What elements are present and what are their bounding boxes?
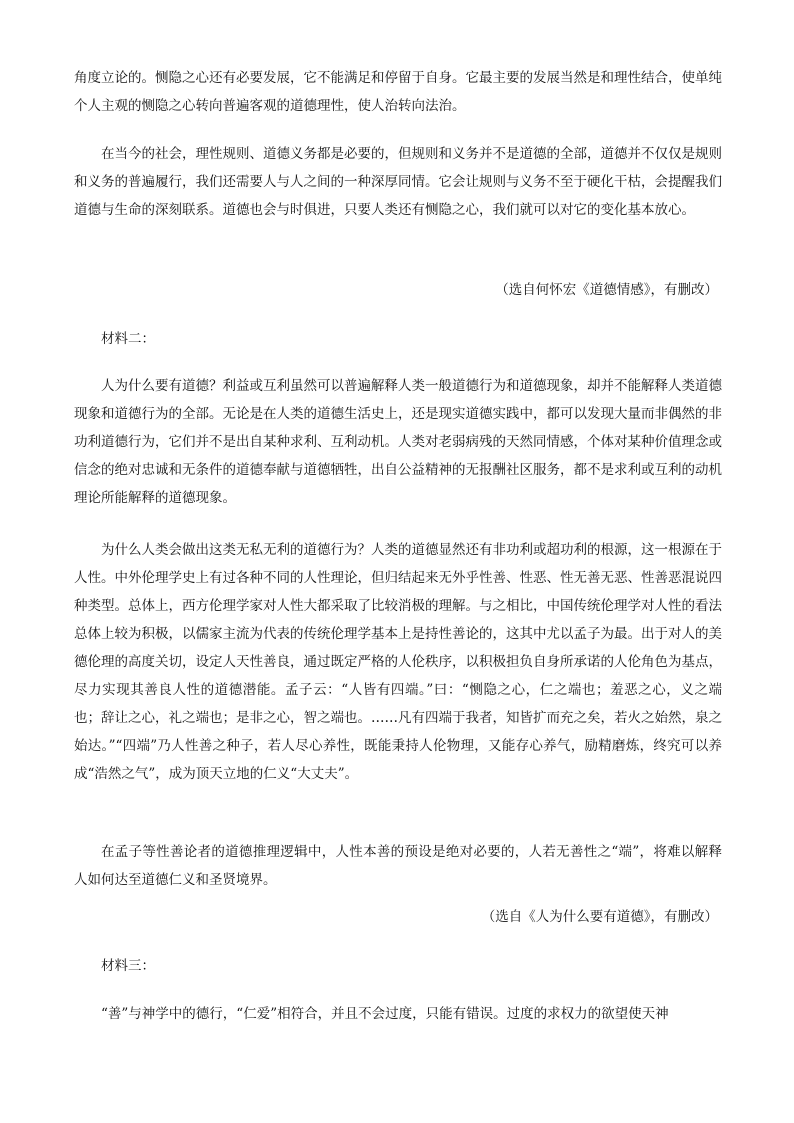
source-citation-2: （选自《人为什么要有道德》，有删改） — [481, 909, 718, 925]
paragraph-3: 人为什么要有道德？利益或互利虽然可以普遍解释人类一般道德行为和道德现象，却并不能解释人类道德现象和道德行为的全部。无论是在人类的道德生活史上，还是现实道德实践中，都可以发现大量而非偶然的非功利道德行为，它们并不是出自某种求利、互利动机。人类对老弱病残的天然同情感，个体对某种价值理念或信念的绝对忠诚和无条件的道德奉献与道德牺牲，出自公益精神的无报酬社区服务，都不是求利或互利的动机理论所能解释的道德现象。 — [74, 378, 722, 506]
section-label-material-3: 材料三： — [101, 958, 155, 974]
paragraph-6: “善”与神学中的德行，“仁爱”相符合，并且不会过度，只能有错误。过度的求权力的欲望使天神 — [101, 1006, 669, 1022]
section-label-material-2: 材料二： — [101, 331, 155, 347]
paragraph-4: 为什么人类会做出这类无私无利的道德行为？人类的道德显然还有非功利或超功利的根源，这一根源在于人性。中外伦理学史上有过各种不同的人性理论，但归结起来无外乎性善、性恶、性无善无恶、性善恶混说四种类型。总体上，西方伦理学家对人性大都采取了比较消极的理解。与之相比，中国传统伦理学对人性的看法总体上较为积极，以儒家主流为代表的传统伦理学基本上是持性善论的，这其中尤以孟子为最。出于对人的美德伦理的高度关切，设定人天性善良，通过既定严格的人伦秩序，以积极担负自身所承诺的人伦角色为基点，尽力实现其善良人性的道德潜能。孟子云：“人皆有四端。”曰：“恻隐之心，仁之端也；羞恶之心，义之端也；辞让之心，礼之端也；是非之心，智之端也。……凡有四端于我者，知皆扩而充之矣，若火之始然，泉之始达。”“四端”乃人性善之种子，若人尽心养性，既能秉持人伦物理，又能存心养气，励精磨炼，终究可以养成“浩然之气”，成为顶天立地的仁义“大丈夫”。 — [74, 542, 722, 782]
source-citation-1: （选自何怀宏《道德情感》，有删改） — [495, 282, 718, 298]
paragraph-5: 在孟子等性善论者的道德推理逻辑中，人性本善的预设是绝对必要的，人若无善性之“端”，将难以解释人如何达至道德仁义和圣贤境界。 — [74, 844, 722, 888]
paragraph-1: 角度立论的。恻隐之心还有必要发展，它不能满足和停留于自身。它最主要的发展当然是和理性结合，使单纯个人主观的恻隐之心转向普遍客观的道德理性，使人治转向法治。 — [74, 70, 722, 114]
paragraph-2: 在当今的社会，理性规则、道德义务都是必要的，但规则和义务并不是道德的全部，道德并不仅仅是规则和义务的普遍履行，我们还需要人与人之间的一种深厚同情。它会让规则与义务不至于硬化干枯，会提醒我们道德与生命的深刻联系。道德也会与时俱进，只要人类还有恻隐之心，我们就可以对它的变化基本放心。 — [74, 146, 722, 218]
